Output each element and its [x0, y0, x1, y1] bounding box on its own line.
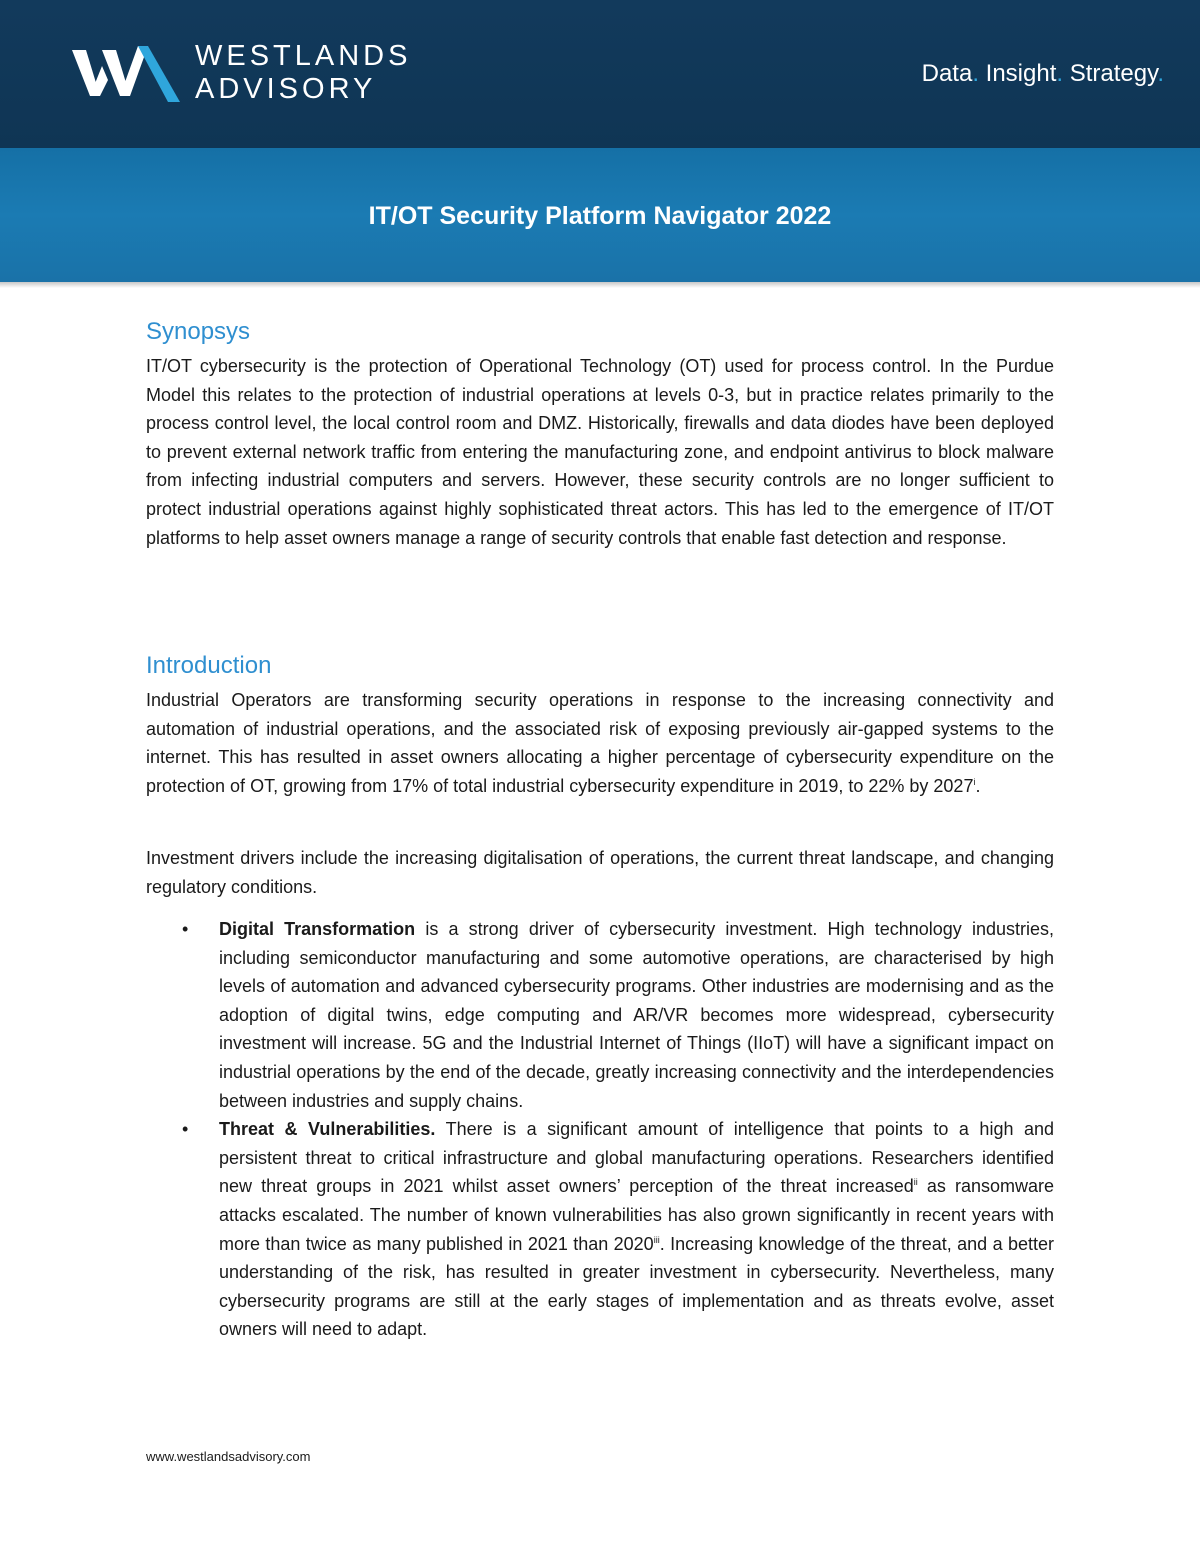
brand-name-line1: WESTLANDS — [195, 40, 412, 72]
footer-website-link[interactable]: www.westlandsadvisory.com — [146, 1449, 311, 1464]
bullet-text: as ransomware attacks escalated. The number of known vulnerabilities has also grown significantly in recent years with more than twice as many published in 2021 than 2020 — [219, 1176, 1054, 1254]
bullet-text: . Increasing knowledge of the threat, and a better understanding of the risk, has resulted in greater investment in cybersecurity. Nevertheless, many cybersecurity programs are still at the early stages of implementation and as threats evolve, asset owners will need to adapt. — [219, 1233, 1054, 1340]
footnote-ref-ii[interactable]: ii — [913, 1177, 918, 1188]
document-title: IT/OT Security Platform Navigator 2022 — [368, 202, 832, 230]
tagline-word-strategy: Strategy — [1069, 60, 1158, 87]
intro-p1-text: Industrial Operators are transforming security operations in response to the increasing connectivity and automation of industrial operations, and the associated risk of exposing previously air-gapped systems to the internet. This has resulted in asset owners allocating a higher percentage of cybersecurity expenditure on the protection of OT, growing from 17% of total industrial cybersecurity expenditure in 2019, to 22% by 2027 — [146, 690, 1054, 796]
synopsis-paragraph: IT/OT cybersecurity is the protection of Operational Technology (OT) used for process control. In the Purdue Model this relates to the protection of industrial operations at levels 0-3, but in practice relates primarily to the process control level, the local control room and DMZ. Historically, firewalls and data diodes have been deployed to prevent external network traffic from entering the manufacturing zone, and endpoint antivirus to block malware from infecting industrial computers and servers. However, these security controls are no longer sufficient to protect industrial operations against highly sophisticated threat actors. This has led to the emergence of IT/OT platforms to help asset owners manage a range of security controls that enable fast detection and response. — [146, 356, 1054, 548]
bullet-text: There is a significant amount of intelligence that points to a high and persistent threat to critical infrastructure and global manufacturing operations. Researchers identified new threat groups in 2021 whilst asset owners’ perception of the threat increased — [219, 1119, 1055, 1197]
footnote-ref-iii[interactable]: iii — [653, 1234, 660, 1245]
introduction-heading: Introduction — [146, 652, 272, 679]
title-band-shadow — [0, 282, 1200, 288]
tagline-dot: . — [1157, 60, 1164, 87]
tagline-word-insight: Insight — [985, 60, 1057, 87]
bullet-icon: • — [182, 919, 189, 939]
brand-name-line2: ADVISORY — [195, 73, 377, 105]
tagline-dot: . — [1056, 60, 1064, 87]
bullet-lead-threat-vulnerabilities: Threat & Vulnerabilities. — [219, 1119, 436, 1140]
bullet-icon: • — [182, 1119, 189, 1140]
bullet-lead-digital-transformation: Digital Transformation — [219, 919, 416, 939]
bullet-text: is a strong driver of cybersecurity investment. High technology industries, including semiconductor manufacturing and some automotive operations, are characterised by high levels of automation and advanced cybersecurity programs. Other industries are modernising and as the adoption of digital twins, edge computing and AR/VR becomes more widespread, cybersecurity investment will increase. 5G and the Industrial Internet of Things (IIoT) will have a significant impact on industrial operations by the end of the decade, greatly increasing connectivity and the interdependencies between industries and supply chains. — [219, 919, 1054, 1111]
tagline-word-data: Data — [921, 60, 973, 87]
tagline-dot: . — [972, 60, 979, 87]
wa-monogram-icon — [72, 44, 182, 104]
investment-drivers-list — [146, 915, 1054, 1344]
brand-wordmark — [195, 40, 411, 106]
intro-p1-end: . — [975, 775, 981, 796]
footnote-ref-i[interactable]: i — [973, 776, 976, 787]
tagline — [922, 60, 1164, 88]
list-item — [146, 915, 1054, 1115]
introduction-paragraph-1 — [146, 686, 1054, 800]
synopsis-heading: Synopsys — [146, 318, 251, 345]
list-item — [146, 1115, 1054, 1344]
introduction-paragraph-2: Investment drivers include the increasing digitalisation of operations, the current threat landscape, and changing regulatory conditions. — [146, 848, 1054, 897]
